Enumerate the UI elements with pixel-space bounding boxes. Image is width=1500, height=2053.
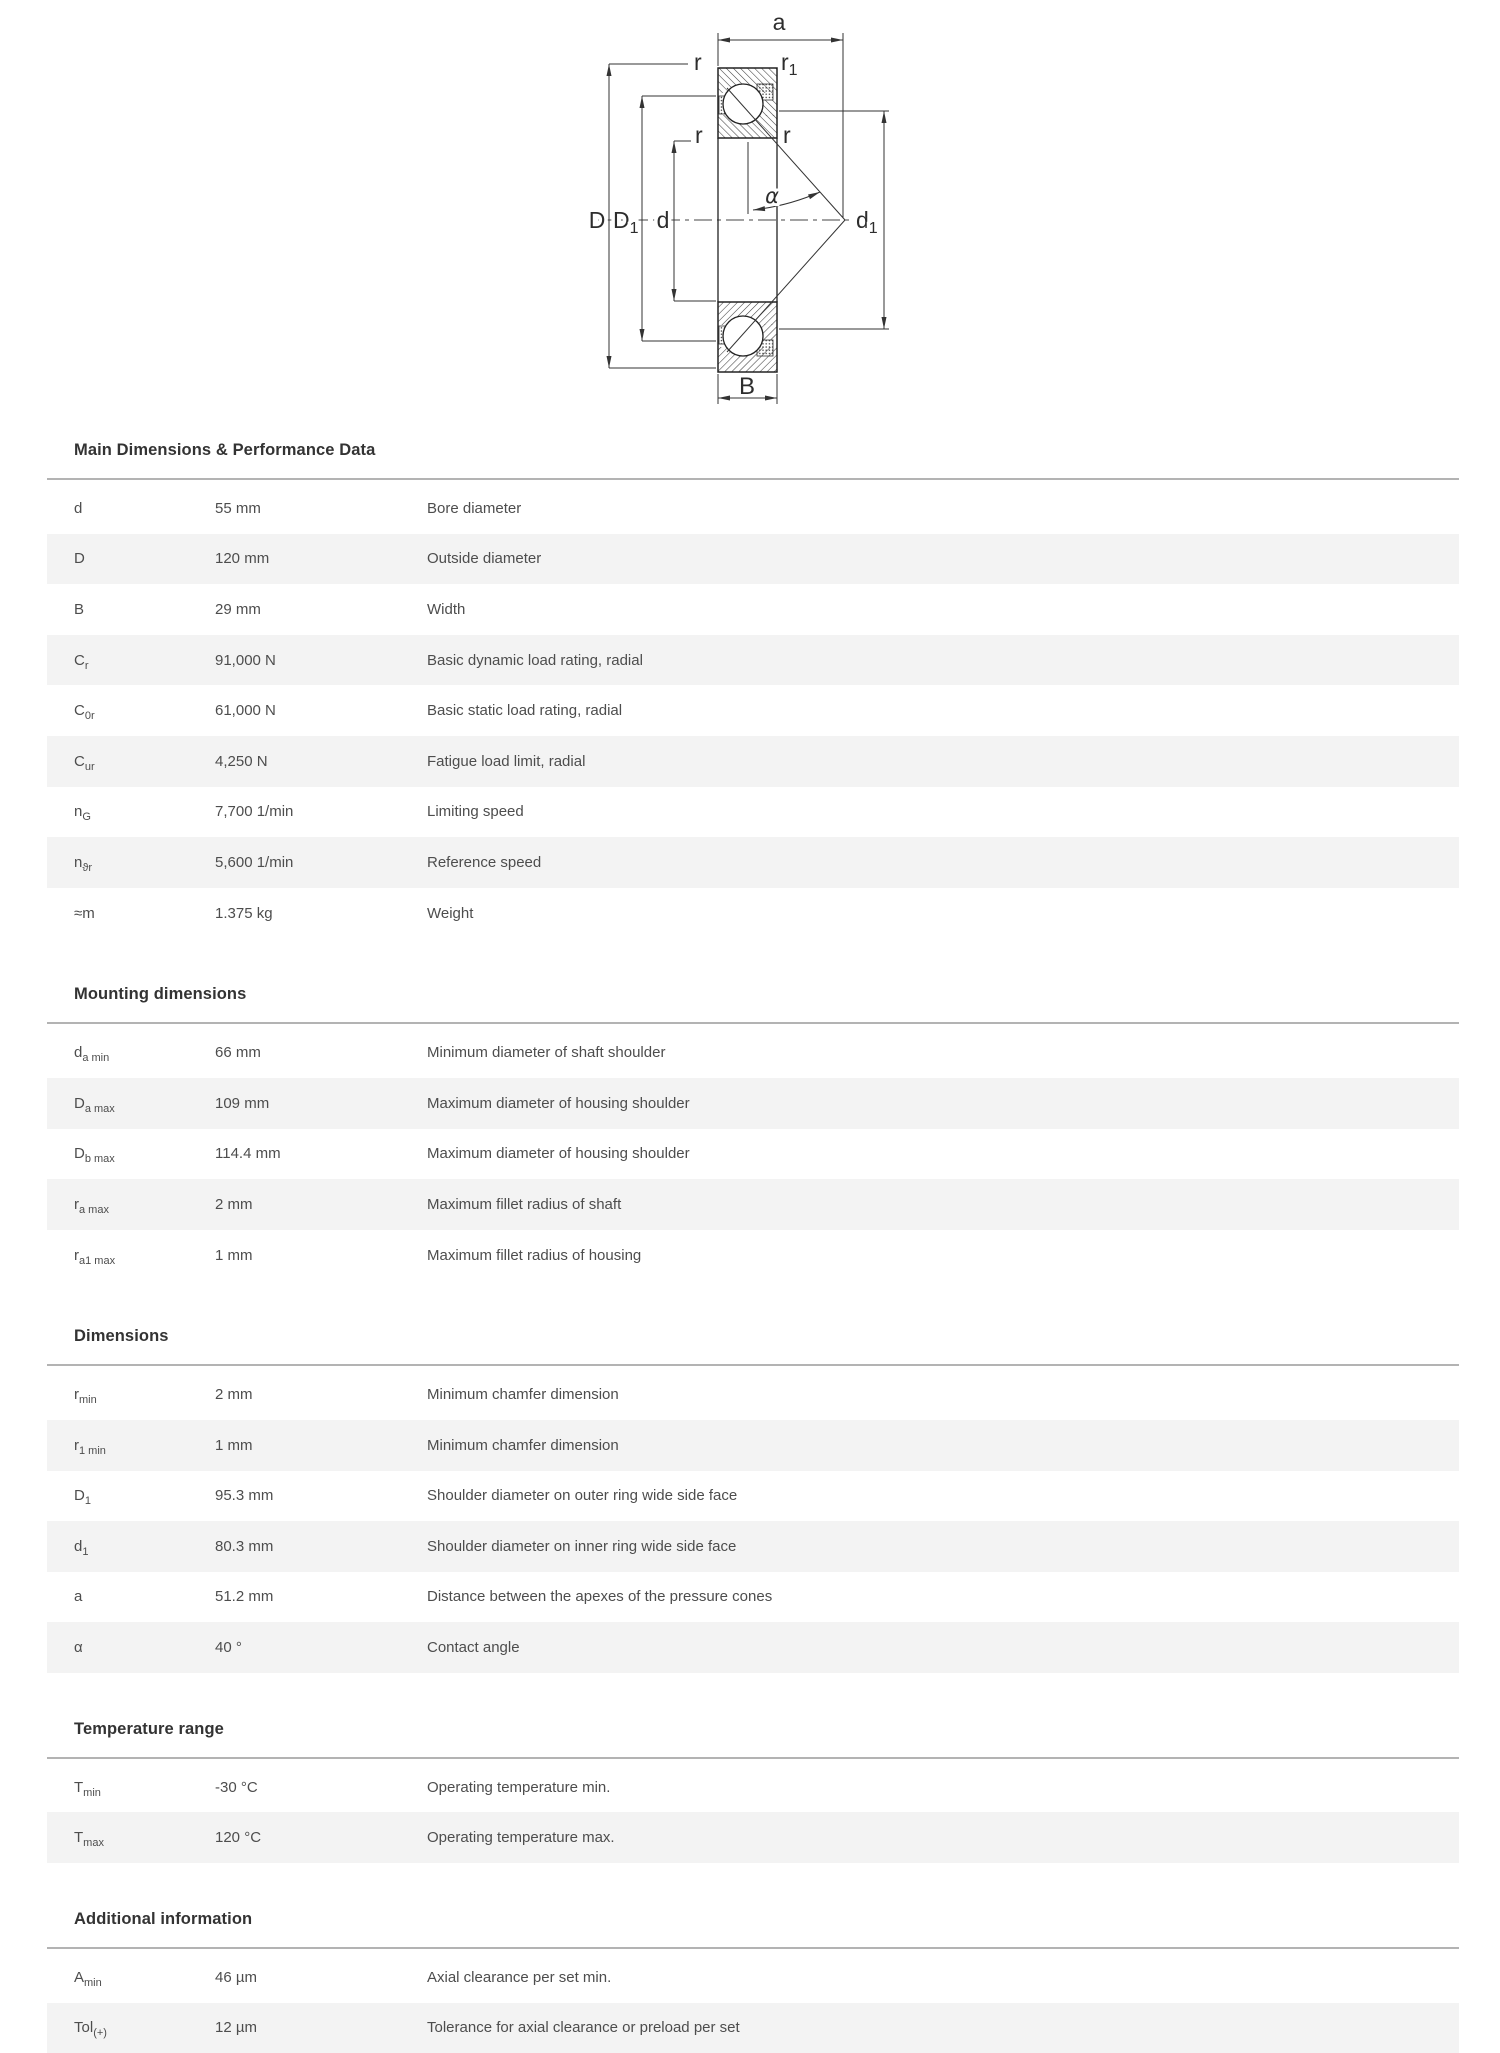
table-row [47,1230,1459,1281]
param-symbol: $n_{ϑr}$ [74,853,93,874]
spec-section [47,1718,1459,1863]
table-row [47,1521,1459,1572]
section-divider [47,1364,1459,1366]
dim-label-r-bottom-left: r [695,122,703,148]
param-description: Shoulder diameter on outer ring wide side face [427,1487,738,1505]
param-value: 109 mm [215,1094,270,1112]
param-value: 120 mm [215,550,270,568]
param-description: Maximum fillet radius of shaft [427,1195,622,1213]
dim-D1 [642,96,716,341]
bearing-section-top [718,68,777,138]
param-description: Weight [427,904,474,922]
param-description: Shoulder diameter on inner ring wide side face [427,1537,737,1555]
table-row [47,635,1459,686]
dim-label-r-right: r [783,122,791,148]
param-value: 1.375 kg [215,904,273,922]
table-row [47,1078,1459,1129]
param-value: 7,700 1/min [215,803,294,821]
table-row [47,888,1459,939]
section-title: Dimensions [74,1327,169,1346]
param-symbol: $A_{min}$ [74,1968,102,1989]
table-row [47,2003,1459,2053]
table-row [47,534,1459,585]
param-description: Maximum diameter of housing shoulder [427,1145,690,1163]
spec-section [47,439,1459,938]
section-title: Main Dimensions & Performance Data [74,441,376,459]
dim-label-alpha: α [765,184,779,208]
param-value: 95.3 mm [215,1487,274,1505]
table-row [47,1179,1459,1230]
param-description: Width [427,600,466,618]
section-rows [47,1027,1459,1280]
spec-section [47,1908,1459,2053]
dim-label-r-top-left: r [694,49,702,75]
param-description: Outside diameter [427,550,542,568]
param-description: Operating temperature min. [427,1778,611,1796]
section-title: Temperature range [74,1719,224,1738]
section-rows [47,1762,1459,1863]
param-value: 5,600 1/min [215,853,294,871]
param-description: Contact angle [427,1639,520,1657]
param-symbol: $n_G$ [74,803,91,824]
param-symbol: ≈m [74,904,95,922]
param-symbol: Tol$_{(+)}$ [74,2019,107,2040]
table-row [47,787,1459,838]
dim-label-D1: $D_1$ [613,207,639,237]
section-divider [47,1757,1459,1759]
param-value: 2 mm [215,1195,253,1213]
param-symbol: $C_{0r}$ [74,702,95,723]
param-value: 51.2 mm [215,1588,274,1606]
spec-section [47,983,1459,1280]
param-value: 80.3 mm [215,1537,274,1555]
param-value: 40 ° [215,1639,242,1657]
table-row [47,1420,1459,1471]
param-value: 55 mm [215,499,261,517]
param-description: Maximum diameter of housing shoulder [427,1094,690,1112]
section-title: Mounting dimensions [74,985,247,1004]
table-row [47,736,1459,787]
param-symbol: $r_{1 min}$ [74,1436,106,1457]
param-description: Tolerance for axial clearance or preload per set [427,2019,740,2037]
param-value: 46 µm [215,1968,257,1986]
dim-label-d: d [656,207,670,233]
section-rows [47,483,1459,938]
contact-line-top [727,88,845,220]
spec-sections [47,439,1459,2053]
param-symbol: $D_{b max}$ [74,1145,115,1166]
param-value: 120 °C [215,1829,262,1847]
param-value: 1 mm [215,1246,253,1264]
bearing-section-bottom [718,302,777,372]
table-row [47,685,1459,736]
param-description: Reference speed [427,853,542,871]
param-symbol: $r_{a1 max}$ [74,1246,116,1267]
param-value: 114.4 mm [215,1145,281,1163]
param-value: 12 µm [215,2019,257,2037]
param-symbol: $C_r$ [74,651,89,672]
table-row [47,1762,1459,1813]
param-description: Axial clearance per set min. [427,1968,612,1986]
section-rows [47,1952,1459,2053]
dim-label-d1: $d_1$ [856,207,878,237]
param-description: Minimum diameter of shaft shoulder [427,1044,666,1062]
param-description: Basic dynamic load rating, radial [427,651,643,669]
param-symbol: B [74,600,85,618]
table-row [47,1572,1459,1623]
param-value: 61,000 N [215,702,276,720]
param-symbol: $r_{min}$ [74,1386,97,1407]
param-description: Limiting speed [427,803,524,821]
param-symbol: $D_{a max}$ [74,1094,115,1115]
bearing-diagram-svg [555,0,900,415]
dim-label-B: B [738,373,756,400]
param-description: Basic static load rating, radial [427,702,623,720]
dim-d [674,141,716,301]
spec-section [47,1325,1459,1673]
param-value: 66 mm [215,1044,261,1062]
param-description: Bore diameter [427,499,522,517]
table-row [47,837,1459,888]
param-value: 29 mm [215,600,261,618]
param-value: 2 mm [215,1386,253,1404]
param-symbol: a [74,1588,83,1606]
table-row [47,1622,1459,1673]
param-description: Operating temperature max. [427,1829,615,1847]
param-value: 4,250 N [215,752,268,770]
param-symbol: $T_{max}$ [74,1829,104,1850]
dim-label-D: D [588,207,606,233]
dim-label-r1: $r_1$ [781,49,798,79]
param-value: 1 mm [215,1436,253,1454]
param-value: -30 °C [215,1778,258,1796]
param-description: Minimum chamfer dimension [427,1436,619,1454]
table-row [47,1129,1459,1180]
param-description: Minimum chamfer dimension [427,1386,619,1404]
param-description: Maximum fillet radius of housing [427,1246,642,1264]
param-symbol: $d_{a min}$ [74,1044,110,1065]
param-symbol: $d_1$ [74,1537,89,1558]
table-row [47,1369,1459,1420]
table-row [47,483,1459,534]
param-symbol: $D_1$ [74,1487,91,1508]
section-divider [47,1022,1459,1024]
param-description: Distance between the apexes of the pressure cones [427,1588,773,1606]
contact-angle-arc [753,192,820,210]
dim-label-a: a [772,9,786,35]
param-symbol: d [74,499,83,517]
param-symbol: D [74,550,85,568]
section-title: Additional information [74,1910,253,1929]
table-row [47,1812,1459,1863]
table-row [47,1471,1459,1522]
bearing-diagram [555,0,900,415]
param-symbol: $r_{a max}$ [74,1195,109,1216]
section-divider [47,478,1459,480]
param-description: Fatigue load limit, radial [427,752,586,770]
param-value: 91,000 N [215,651,276,669]
contact-line-bottom [727,220,845,352]
table-row [47,584,1459,635]
table-row [47,1952,1459,2003]
section-divider [47,1947,1459,1949]
section-rows [47,1369,1459,1673]
param-symbol: $C_{ur}$ [74,752,95,773]
param-symbol: $T_{min}$ [74,1778,101,1799]
table-row [47,1027,1459,1078]
param-symbol: α [74,1639,83,1657]
